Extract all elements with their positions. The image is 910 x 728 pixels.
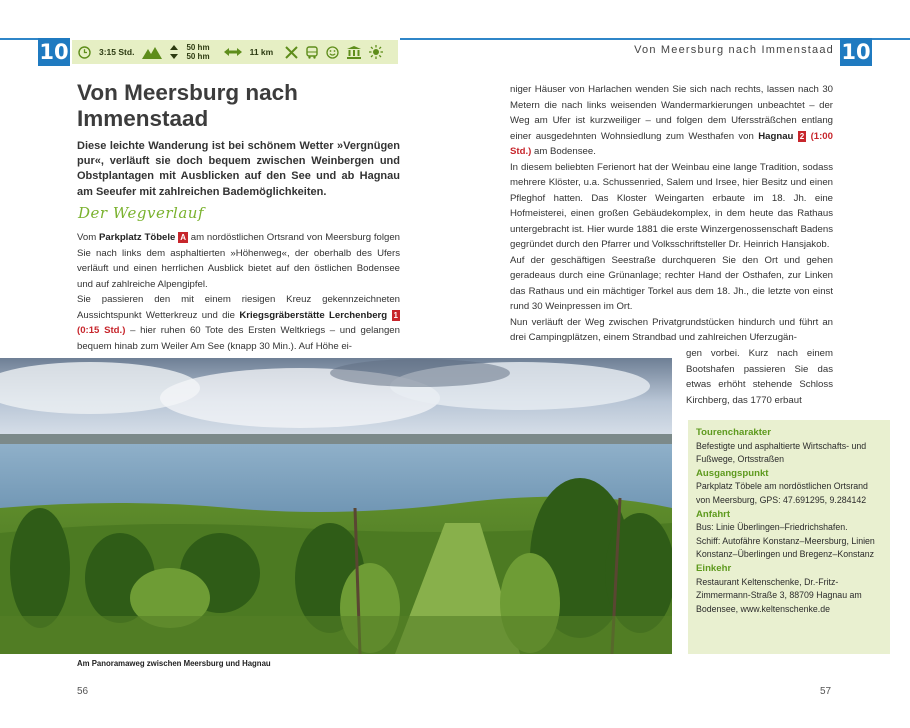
ascent-value: 50 hm — [186, 43, 210, 52]
header-line-left — [0, 38, 38, 40]
running-head: Von Meersburg nach Immenstaad — [634, 44, 834, 56]
clock-icon — [78, 46, 91, 59]
info-tourencharakter: Befestigte und asphaltierte Wirtschafts- und Fußwege, Ortsstraßen — [696, 440, 867, 465]
paragraph-kirchberg: gen vorbei. Kurz nach einem Bootshafen passieren Sie das etwas erhöht stehende Schloss Kirchberg, das 1770 erbaut — [686, 348, 833, 406]
lead-paragraph: Diese leichte Wanderung ist bei schönem Wetter »Vergnügen pur«, verläuft sie doch bequem zwischen Weinbergen und Obstplantagen mit Ausblicken auf den See und ab Hagnau am Seeufer mit zahlreichen Bademöglichkeiten. — [77, 140, 400, 198]
paragraph-hagnau: niger Häuser von Harlachen wenden Sie sich nach rechts, lassen nach 30 Metern die nach links weisenden Wandermarkierungen unbeachtet – der Weg am Ufer ist kurzweiliger – und folgen dem Uferssträßchen entlang einer ausgedehnten Wohnsiedlung zum Westhafen von Hagnau 2 (1:00 Std.) am Bodensee. — [510, 84, 833, 157]
waypoint-marker-1: 1 — [393, 310, 398, 320]
ascent-descent — [186, 43, 209, 61]
museum-icon — [347, 46, 361, 59]
bus-icon — [306, 46, 318, 59]
paragraph-privatgrundstuecke: Nun verläuft der Weg zwischen Privatgrundstücken hindurch und führt an drei Campingplätzen, einem Strandbad und zahlreichen Uferzugän- — [510, 316, 833, 343]
paragraph-seestrasse: Auf der geschäftigen Seestraße durchqueren Sie den Ort und gehen geradeaus durch eine Grünanlage; rechter Hand der Osthafen, zur Linken das Rathaus und ein mächtiger Torkel aus dem 18. Jh., die letzte von einst rund 30 Weinpressen im Ort. — [510, 254, 833, 312]
smiley-icon — [326, 46, 339, 59]
right-column-text-wrap — [686, 346, 833, 408]
info-anfahrt-schiff: Schiff: Autofähre Konstanz–Meersburg, Linien Konstanz–Überlingen und Bregenz–Konstanz — [696, 535, 875, 560]
page-title: Von Meersburg nach Immenstaad — [77, 80, 298, 131]
header-line-right — [400, 38, 840, 40]
tour-stats-bar — [72, 40, 398, 64]
info-ausgangspunkt: Parkplatz Töbele am nordöstlichen Ortsrand von Meersburg, GPS: 47.691295, 9.284142 — [696, 481, 868, 505]
section-heading: Der Wegverlauf — [78, 204, 204, 222]
tour-number-badge-left: 10 — [39, 40, 69, 64]
tour-number-badge-right: 10 — [841, 40, 871, 64]
paragraph-weinbau: In diesem beliebten Ferienort hat der Weinbau eine lange Tradition, sodass mehrere Klöster, u.a. Schussenried, Salem und Irsee, hier Besitz und einen Pfleghof hatten. Das Kloster Weingarten erbaute im 18. Jh. eine Hofmeisterei, einen großen Gebäudekomplex, in dem heute das Rathaus untergebracht ist. Hier wurde 1881 die erste Winzergenossenschaft Badens gegründet durch den Pfarrer und Volksschriftsteller Dr. Heinrich Hansjakob. — [510, 161, 833, 250]
distance-value: 11 km — [249, 47, 274, 57]
right-column-text — [510, 82, 833, 346]
sun-icon — [369, 45, 383, 59]
distance-icon — [224, 47, 242, 57]
waypoint-marker-a: A — [180, 233, 186, 242]
info-heading-einkehr: Einkehr — [696, 562, 732, 574]
cutlery-icon — [285, 46, 298, 59]
info-heading-ausgangspunkt: Ausgangspunkt — [696, 467, 769, 479]
waypoint-marker-2: 2 — [799, 131, 805, 141]
vineyard-lake-photo — [0, 358, 672, 654]
page-number-right: 57 — [820, 686, 832, 697]
photo-caption: Am Panoramaweg zwischen Meersburg und Hagnau — [77, 659, 271, 668]
duration-value: 3:15 Std. — [99, 47, 135, 57]
paragraph-lerchenberg: Sie passieren den mit einem riesigen Kreuz gekennzeichneten Aussichtspunkt Wetterkreuz und die Kriegsgräberstätte Lerchenberg 1 (0:15 Std.) – hier ruhen 60 Tote des Ersten Weltkriegs – und gelangen bequem hinab zum Weiler Am See (knapp 30 Min.). Auf Höhe ei- — [77, 294, 400, 352]
updown-icon — [170, 45, 178, 59]
tour-info-box — [688, 420, 890, 654]
info-heading-anfahrt: Anfahrt — [696, 508, 731, 520]
info-anfahrt-bus: Bus: Linie Überlingen–Friedrichshafen. — [696, 522, 848, 533]
mountain-icon — [142, 46, 162, 59]
page-number-left: 56 — [77, 686, 89, 697]
info-heading-tourencharakter: Tourencharakter — [696, 427, 771, 438]
info-einkehr: Restaurant Keltenschenke, Dr.-Fritz-Zimmermann-Straße 3, 88709 Hagnau am Bodensee, www.keltenschenke.de — [696, 576, 862, 614]
descent-value: 50 hm — [186, 52, 210, 61]
header-line-right-end — [872, 38, 910, 40]
paragraph-start-point: Vom Parkplatz Töbele A am nordöstlichen Ortsrand von Meersburg folgen Sie nach links dem asphaltierten »Höhenweg«, der oberhalb des Ufers verläuft und einen herrlichen Ausblick bietet auf den östlichen Bodensee und auf zahlreiche Alpengipfel. — [77, 232, 401, 290]
left-column-text — [77, 230, 400, 354]
